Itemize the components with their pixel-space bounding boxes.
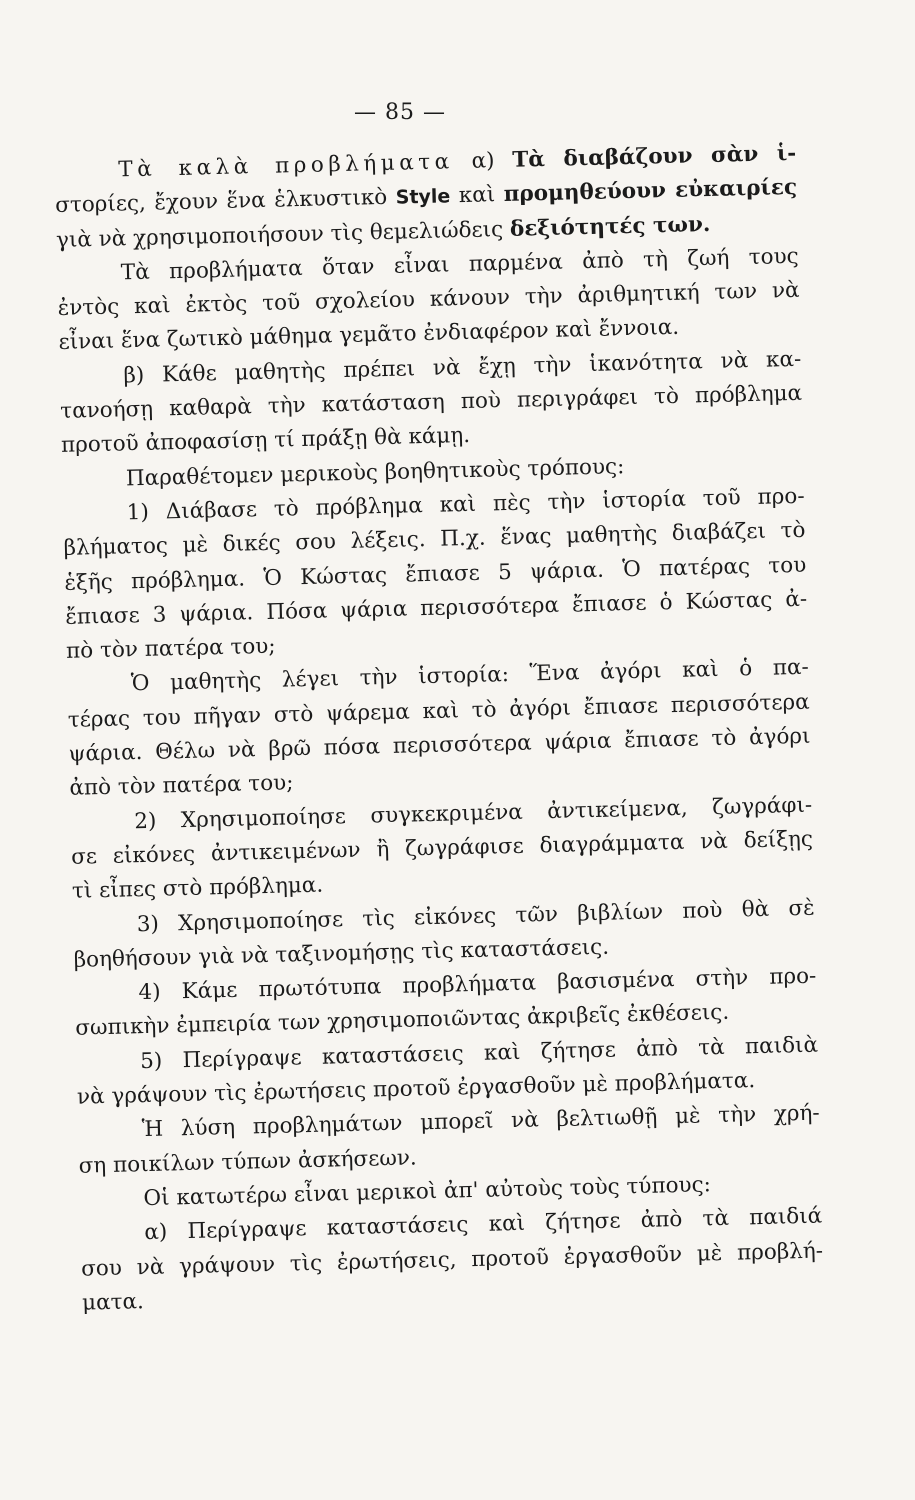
text-line: 5) Περίγραψε καταστάσεις καὶ ζήτησε ἀπὸ τὰ παιδιὰ bbox=[139, 1032, 819, 1074]
text-line: σωπικὴν ἐμπειρία των χρησιμοποιῶντας ἀκριβεῖς ἐκθέσεις. bbox=[75, 1000, 730, 1042]
text-line: ἔπιασε 3 ψάρια. Πόσα ψάρια περισσότερα ἔπιασε ὁ Κώστας ἀ- bbox=[64, 586, 808, 630]
text-line: β) Κάθε μαθητὴς πρέπει νὰ ἔχῃ τὴν ἱκανότητα νὰ κα- bbox=[123, 346, 802, 389]
text-line: βλήματος μὲ δικές σου λέξεις. Π.χ. ἕνας μαθητὴς διαβάζει τὸ bbox=[63, 518, 806, 562]
text-line: σε εἰκόνες ἀντικειμένων ἢ ζωγράφισε διαγράμματα νὰ δείξῃς bbox=[70, 826, 814, 870]
text-line: τὶ εἶπες στὸ πρόβλημα. bbox=[71, 872, 324, 905]
text-line: ματα. bbox=[81, 1288, 145, 1316]
text-line: Ἡ λύση προβλημάτων μπορεῖ νὰ βελτιωθῇ μὲ τὴν χρή- bbox=[141, 1100, 820, 1143]
text-line: νὰ γράψουν τὶς ἐρωτήσεις προτοῦ ἐργασθοῦν μὲ προβλήματα. bbox=[76, 1068, 756, 1110]
section-heading: Τὰ καλὰ προβλήματα bbox=[118, 149, 454, 183]
text-line: Οἱ κατωτέρω εἶναι μερικοὶ ἀπ' αὐτοὺς τοὺς τύπους: bbox=[143, 1172, 712, 1212]
text-line: α) Περίγραψε καταστάσεις καὶ ζήτησε ἀπὸ τὰ παιδιά bbox=[144, 1203, 823, 1246]
bold-phrase: Τὰ διαβάζουν σὰν ἱ- bbox=[512, 140, 797, 173]
text-line: Ὁ μαθητὴς λέγει τὴν ἱστορία: Ἕνα ἀγόρι καὶ ὁ πα- bbox=[130, 655, 810, 697]
text-line: ἑξῆς πρόβλημα. Ὁ Κώστας ἔπιασε 5 ψάρια. Ὁ πατέρας του bbox=[64, 552, 807, 596]
text-line: Τὰ προβλήματα ὅταν εἶναι παρμένα ἀπὸ τὴ ζωή τους bbox=[120, 243, 800, 286]
text-line: Παραθέτομεν μερικοὺς βοηθητικοὺς τρόπους: bbox=[125, 453, 625, 492]
text-line: ἀπὸ τὸν πατέρα του; bbox=[69, 770, 294, 802]
text-segment: καὶ bbox=[458, 182, 496, 209]
text-line: ση ποικίλων τύπων ἀσκήσεων. bbox=[78, 1145, 418, 1179]
text-line: πὸ τὸν πατέρα του; bbox=[65, 633, 276, 665]
text-segment: γιὰ νὰ χρησιμοποιήσουν τὶς θεμελιώδεις bbox=[55, 216, 504, 253]
text-line: βοηθήσουν γιὰ νὰ ταξινομήσῃς τὶς καταστάσεις. bbox=[73, 934, 610, 973]
list-marker: α) bbox=[471, 148, 495, 174]
text-line: εἶναι ἕνα ζωτικὸ μάθημα γεμᾶτο ἐνδιαφέρον καὶ ἔννοια. bbox=[58, 315, 680, 356]
text-line: 3) Χρησιμοποίησε τὶς εἰκόνες τῶν βιβλίων ποὺ θὰ σὲ bbox=[136, 895, 815, 937]
body-text bbox=[54, 137, 824, 1321]
bold-phrase: δεξιότητές των. bbox=[509, 211, 711, 242]
text-line: ἐντὸς καὶ ἐκτὸς τοῦ σχολείου κάνουν τὴν ἀριθμητική των νὰ bbox=[57, 278, 800, 322]
text-line: ψάρια. Θέλω νὰ βρῶ πόσα περισσότερα ψάρια ἔπιασε τὸ ἀγόρι bbox=[68, 723, 811, 767]
text-line: 2) Χρησιμοποίησε συγκεκριμένα ἀντικείμενα, ζωγράφι- bbox=[133, 792, 813, 834]
page-number: — 85 — bbox=[354, 100, 446, 125]
text-line: 4) Κάμε πρωτότυπα προβλήματα βασισμένα στὴν προ- bbox=[138, 963, 817, 1006]
text-line: σου νὰ γράψουν τὶς ἐρωτήσεις, προτοῦ ἐργασθοῦν μὲ προβλή- bbox=[80, 1238, 824, 1282]
latin-word: Style bbox=[395, 185, 451, 209]
text-segment: στορίες, ἔχουν ἕνα ἑλκυστικὸ bbox=[54, 185, 388, 219]
bold-phrase: προμηθεύουν εὐκαιρίες bbox=[503, 175, 798, 208]
text-line: τέρας του πῆγαν στὸ ψάρεμα καὶ τὸ ἀγόρι ἔπιασε περισσότερα bbox=[67, 689, 810, 733]
text-line: προτοῦ ἀποφασίσῃ τί πράξῃ θὰ κάμῃ. bbox=[60, 423, 471, 459]
text-line: τανοήσῃ καθαρὰ τὴν κατάσταση ποὺ περιγράφει τὸ πρόβλημα bbox=[59, 380, 803, 424]
text-line: 1) Διάβασε τὸ πρόβλημα καὶ πὲς τὴν ἱστορία τοῦ προ- bbox=[126, 483, 805, 526]
